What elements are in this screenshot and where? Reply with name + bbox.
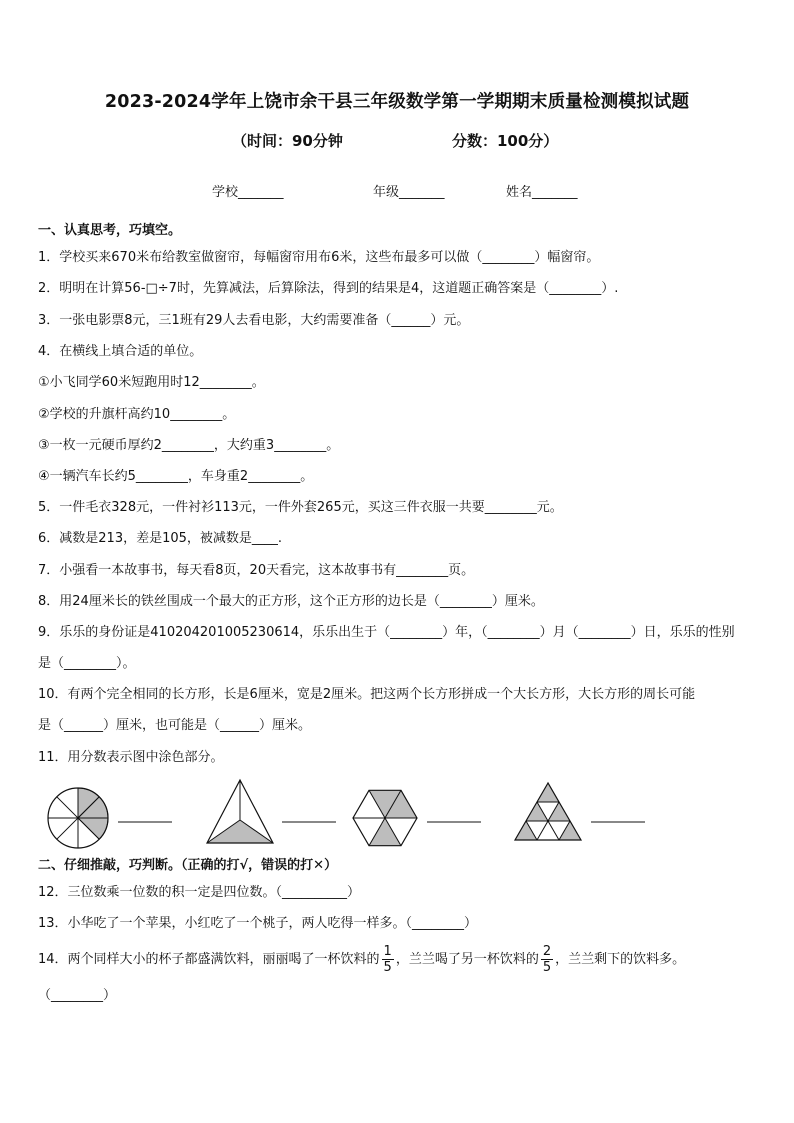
question-4b: ②学校的升旗杆高约10________。 (38, 407, 236, 422)
question-4a: ①小飞同学60米短跑用时12________。 (38, 375, 265, 390)
question-7: 7．小强看一本故事书，每天看8页，20天看完，这本故事书有________页。 (38, 563, 475, 578)
question-10-line1: 10．有两个完全相同的长方形，长是6厘米，宽是2厘米。把这两个长方形拼成一个大长方形，大长方形的周长可能 (38, 687, 696, 702)
question-3: 3．一张电影票8元，三1班有29人去看电影，大约需要准备（______）元。 (38, 313, 470, 328)
hexagon-figure (353, 790, 417, 845)
fraction-two-fifths (541, 944, 553, 975)
section1-heading: 一、认真思考，巧填空。 (38, 223, 182, 238)
name-field: 姓名_______ (506, 185, 578, 200)
question-6: 6．减数是213，差是105，被减数是____. (38, 531, 283, 546)
question-14-part1: 14．两个同样大小的杯子都盛满饮料，丽丽喝了一杯饮料的 (38, 952, 380, 967)
section2-heading: 二、仔细推敲，巧判断。（正确的打√，错误的打✕） (38, 858, 338, 873)
question-4c: ③一枚一元硬币厚约2________，大约重3________。 (38, 438, 340, 453)
question-12: 12．三位数乘一位数的积一定是四位数。（__________） (38, 885, 361, 900)
fraction-numerator: 2 (542, 944, 552, 959)
question-2: 2．明明在计算56-□÷7时，先算减法，后算除法，得到的结果是4，这道题正确答案是（________）. (38, 281, 619, 296)
question-14-answer[interactable]: （________） (38, 988, 117, 1003)
grade-field: 年级_______ (373, 185, 445, 200)
question-14-part3: ，兰兰剩下的饮料多。 (555, 952, 686, 967)
question-14-part2: ，兰兰喝了另一杯饮料的 (395, 952, 539, 967)
question-13: 13．小华吃了一个苹果，小红吃了一个桃子，两人吃得一样多。（________） (38, 916, 478, 931)
question-14 (38, 944, 685, 975)
exam-time: （时间：90分钟 (232, 132, 343, 150)
nine-triangle-figure (515, 783, 581, 840)
exam-score: 分数：100分） (452, 132, 559, 150)
triangle-figure (207, 780, 273, 843)
circle-figure (48, 788, 108, 848)
question-4d: ④一辆汽车长约5________，车身重2________。 (38, 469, 314, 484)
fraction-numerator: 1 (383, 944, 392, 959)
question-9-line1: 9．乐乐的身份证是410204201005230614，乐乐出生于（________）年，（________）月（________）日，乐乐的性别 (38, 625, 735, 640)
page-title: 2023-2024学年上饶市余干县三年级数学第一学期期末质量检测模拟试题 (104, 92, 690, 112)
question-10-line2: 是（______）厘米，也可能是（______）厘米。 (38, 718, 312, 733)
question-5: 5．一件毛衣328元，一件衬衫113元，一件外套265元，买这三件衣服一共要________元。 (38, 500, 563, 515)
fraction-denominator: 5 (542, 960, 552, 975)
question-9-line2: 是（________）。 (38, 656, 136, 671)
question-1: 1．学校买来670米布给教室做窗帘，每幅窗帘用布6米，这些布最多可以做（________）幅窗帘。 (38, 250, 600, 265)
question-8: 8．用24厘米长的铁丝围成一个最大的正方形，这个正方形的边长是（________）厘米。 (38, 594, 544, 609)
fraction-one-fifth (382, 944, 394, 975)
school-field: 学校_______ (212, 185, 284, 200)
fraction-denominator: 5 (383, 960, 392, 975)
question-4: 4．在横线上填合适的单位。 (38, 344, 203, 359)
question-11: 11．用分数表示图中涂色部分。 (38, 750, 224, 765)
